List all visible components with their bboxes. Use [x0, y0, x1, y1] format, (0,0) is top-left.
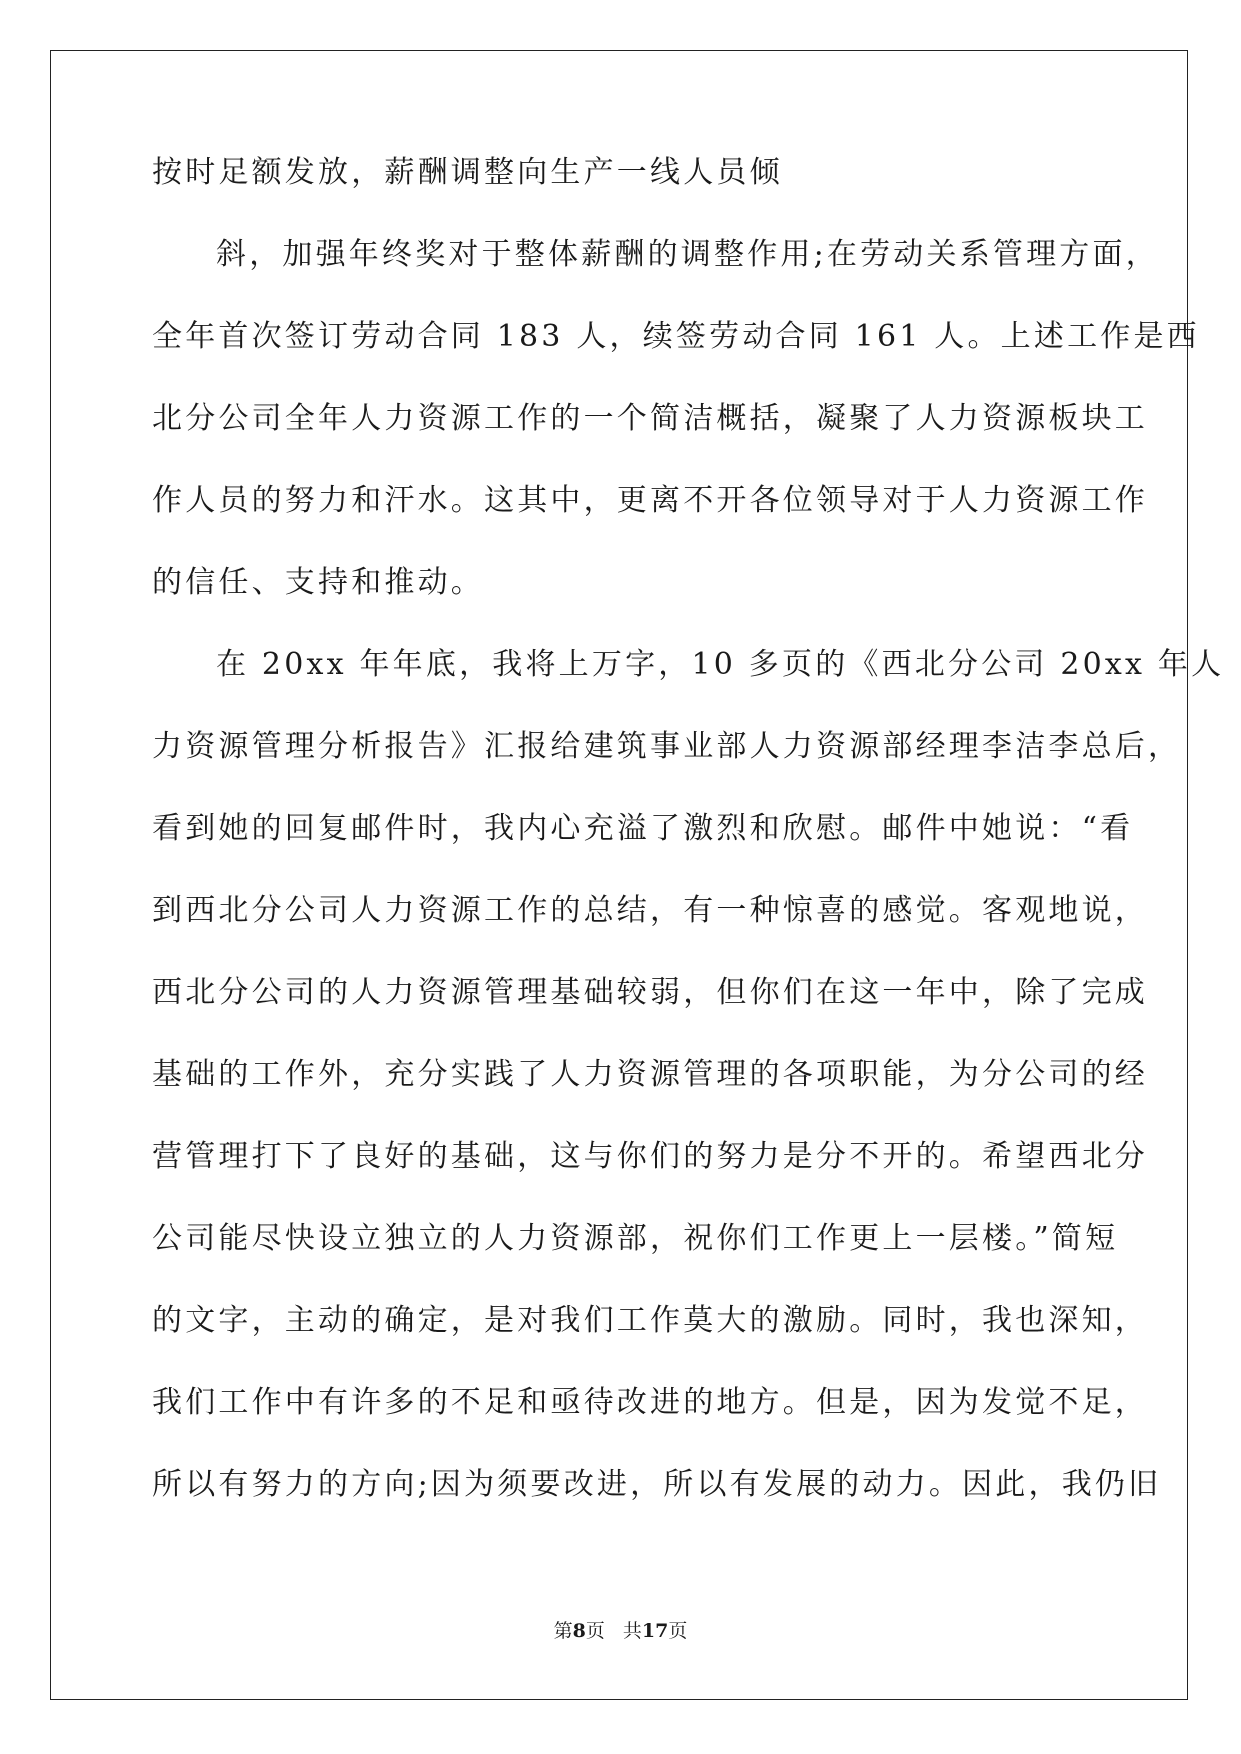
text-line: 全年首次签订劳动合同 183 人，续签劳动合同 161 人。上述工作是西 — [152, 319, 1200, 354]
text-line: 我们工作中有许多的不足和亟待改进的地方。但是，因为发觉不足， — [152, 1385, 1148, 1420]
text-line: 力资源管理分析报告》汇报给建筑事业部人力资源部经理李洁李总后， — [152, 729, 1182, 764]
text-line: 所以有努力的方向;因为须要改进，所以有发展的动力。因此，我仍旧 — [152, 1467, 1162, 1502]
text-line: 公司能尽快设立独立的人力资源部，祝你们工作更上一层楼。”简短 — [152, 1221, 1119, 1256]
page-suffix: 页 — [585, 1620, 605, 1642]
text-line: 在 20xx 年年底，我将上万字，10 多页的《西北分公司 20xx 年人 — [216, 647, 1225, 682]
page-prefix: 第 — [553, 1620, 573, 1642]
page-footer — [0, 1616, 1241, 1643]
current-page-number: 8 — [572, 1620, 586, 1642]
text-line: 的信任、支持和推动。 — [152, 565, 484, 600]
total-suffix: 页 — [668, 1620, 688, 1642]
text-line: 按时足额发放，薪酬调整向生产一线人员倾 — [152, 155, 783, 190]
total-prefix: 共 — [622, 1620, 642, 1642]
text-line: 作人员的努力和汗水。这其中，更离不开各位领导对于人力资源工作 — [152, 483, 1148, 518]
document-body — [152, 155, 1225, 1552]
text-line: 西北分公司的人力资源管理基础较弱，但你们在这一年中，除了完成 — [152, 975, 1148, 1010]
text-line: 的文字，主动的确定，是对我们工作莫大的激励。同时，我也深知， — [152, 1303, 1148, 1338]
total-pages-number: 17 — [641, 1620, 669, 1642]
text-line: 到西北分公司人力资源工作的总结，有一种惊喜的感觉。客观地说， — [152, 893, 1148, 928]
text-line: 北分公司全年人力资源工作的一个简洁概括，凝聚了人力资源板块工 — [152, 401, 1148, 436]
text-line: 斜，加强年终奖对于整体薪酬的调整作用;在劳动关系管理方面， — [216, 237, 1159, 272]
text-line: 看到她的回复邮件时，我内心充溢了激烈和欣慰。邮件中她说：“看 — [152, 811, 1134, 846]
text-line: 基础的工作外，充分实践了人力资源管理的各项职能，为分公司的经 — [152, 1057, 1148, 1092]
text-line: 营管理打下了良好的基础，这与你们的努力是分不开的。希望西北分 — [152, 1139, 1148, 1174]
